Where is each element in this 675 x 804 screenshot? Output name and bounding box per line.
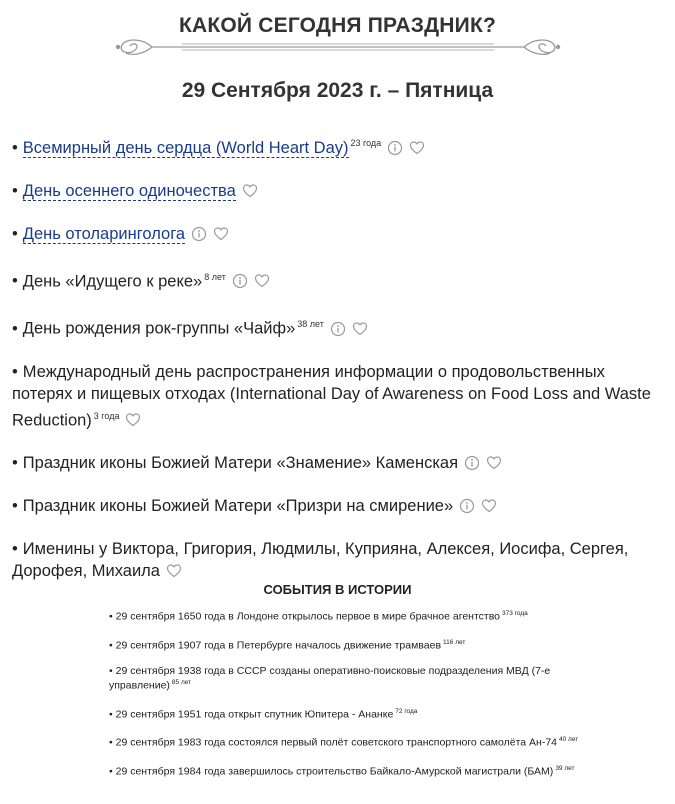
bullet: •: [109, 639, 113, 651]
holiday-list: [12, 132, 662, 603]
history-event: [109, 608, 579, 623]
history-event: [109, 637, 579, 652]
holiday-item: [12, 313, 662, 340]
history-event-text: 29 сентября 1984 года завершилось строительство Байкало-Амурской магистрали (БАМ): [115, 765, 554, 777]
bullet: •: [109, 765, 113, 777]
heart-icon[interactable]: [409, 140, 425, 156]
heart-icon[interactable]: [213, 226, 229, 242]
history-event-text: 29 сентября 1938 года в СССР созданы оперативно-поисковые подразделения МВД (7-е управление): [109, 665, 551, 692]
holiday-name: Праздник иконы Божией Матери «Знамение» Каменская: [22, 454, 459, 472]
holiday-name: Праздник иконы Божией Матери «Призри на смирение»: [22, 497, 454, 515]
holiday-age: 38 лет: [297, 319, 324, 329]
history-event-age: 40 лет: [559, 736, 579, 743]
holiday-item: [12, 132, 662, 159]
holiday-name: День «Идущего к реке»: [22, 272, 203, 290]
heart-icon[interactable]: [254, 273, 270, 289]
page-title: КАКОЙ СЕГОДНЯ ПРАЗДНИК?: [178, 14, 497, 37]
holiday-item: [12, 361, 662, 432]
bullet: •: [12, 497, 18, 515]
current-date: 29 Сентября 2023 г. – Пятница: [181, 79, 494, 102]
history-event-age: 85 лет: [171, 679, 192, 686]
heart-icon[interactable]: [242, 183, 258, 199]
holiday-item: [12, 180, 662, 202]
holiday-item: [12, 266, 662, 293]
history-event-text: 29 сентября 1983 года состоялся первый полёт советского транспортного самолёта Ан-74: [115, 736, 557, 749]
bullet: •: [109, 665, 113, 677]
holiday-item: [12, 452, 662, 474]
info-icon[interactable]: [191, 226, 207, 242]
holiday-link[interactable]: Всемирный день сердца (World Heart Day): [22, 138, 349, 157]
history-event-text: 29 сентября 1951 года открыт спутник Юпитера - Ананке: [115, 708, 394, 720]
bullet: •: [109, 708, 113, 720]
holiday-age: 8 лет: [204, 271, 226, 282]
bullet: •: [12, 181, 18, 200]
history-event-age: 39 лет: [555, 764, 575, 772]
heart-icon[interactable]: [352, 321, 368, 337]
info-icon[interactable]: [232, 273, 248, 289]
heart-icon[interactable]: [486, 455, 502, 471]
info-icon[interactable]: [459, 498, 475, 514]
bullet: •: [12, 454, 18, 472]
holiday-link[interactable]: День осеннего одиночества: [22, 181, 236, 200]
bullet: •: [12, 319, 18, 338]
bullet: •: [12, 224, 18, 243]
bullet: •: [12, 138, 18, 157]
info-icon[interactable]: [387, 140, 403, 156]
bullet: •: [12, 540, 18, 558]
holiday-link[interactable]: День отоларинголога: [22, 224, 186, 243]
holiday-age: 3 года: [93, 410, 120, 421]
bullet: •: [109, 610, 113, 623]
holiday-name: Международный день распространения информации о продовольственных потерях и пищевых отходах (International Day of Awareness on Food Loss and Waste Reduction): [12, 362, 651, 429]
bullet: •: [109, 736, 113, 749]
history-event-text: 29 сентября 1650 года в Лондоне открылось первое в мире брачное агентство: [115, 610, 501, 623]
history-event-age: 72 года: [395, 707, 418, 715]
history-event-age: 116 лет: [443, 638, 466, 646]
holiday-age: 23 года: [350, 138, 382, 148]
info-icon[interactable]: [464, 455, 480, 471]
bullet: •: [12, 362, 18, 381]
history-event: [109, 706, 579, 721]
holiday-item: [12, 538, 662, 582]
heart-icon[interactable]: [481, 498, 497, 514]
bullet: •: [12, 272, 18, 290]
holiday-name: Именины у Виктора, Григория, Людмилы, Куприяна, Алексея, Иосифа, Сергея, Дорофея, Михаила: [12, 540, 629, 580]
holiday-item: [12, 495, 662, 517]
history-event: [109, 763, 579, 778]
holiday-name: День рождения рок-группы «Чайф»: [22, 319, 296, 338]
history-event-text: 29 сентября 1907 года в Петербурге началось движение трамваев: [115, 639, 442, 651]
history-event: [109, 734, 579, 749]
history-title: СОБЫТИЯ В ИСТОРИИ: [263, 582, 412, 597]
history-event-age: 373 года: [502, 610, 528, 617]
heart-icon[interactable]: [166, 563, 182, 579]
info-icon[interactable]: [330, 321, 346, 337]
holiday-item: [12, 223, 662, 245]
heart-icon[interactable]: [125, 412, 141, 428]
history-event: [109, 665, 579, 692]
history-list: [109, 608, 579, 791]
ornament-divider: [112, 36, 564, 58]
